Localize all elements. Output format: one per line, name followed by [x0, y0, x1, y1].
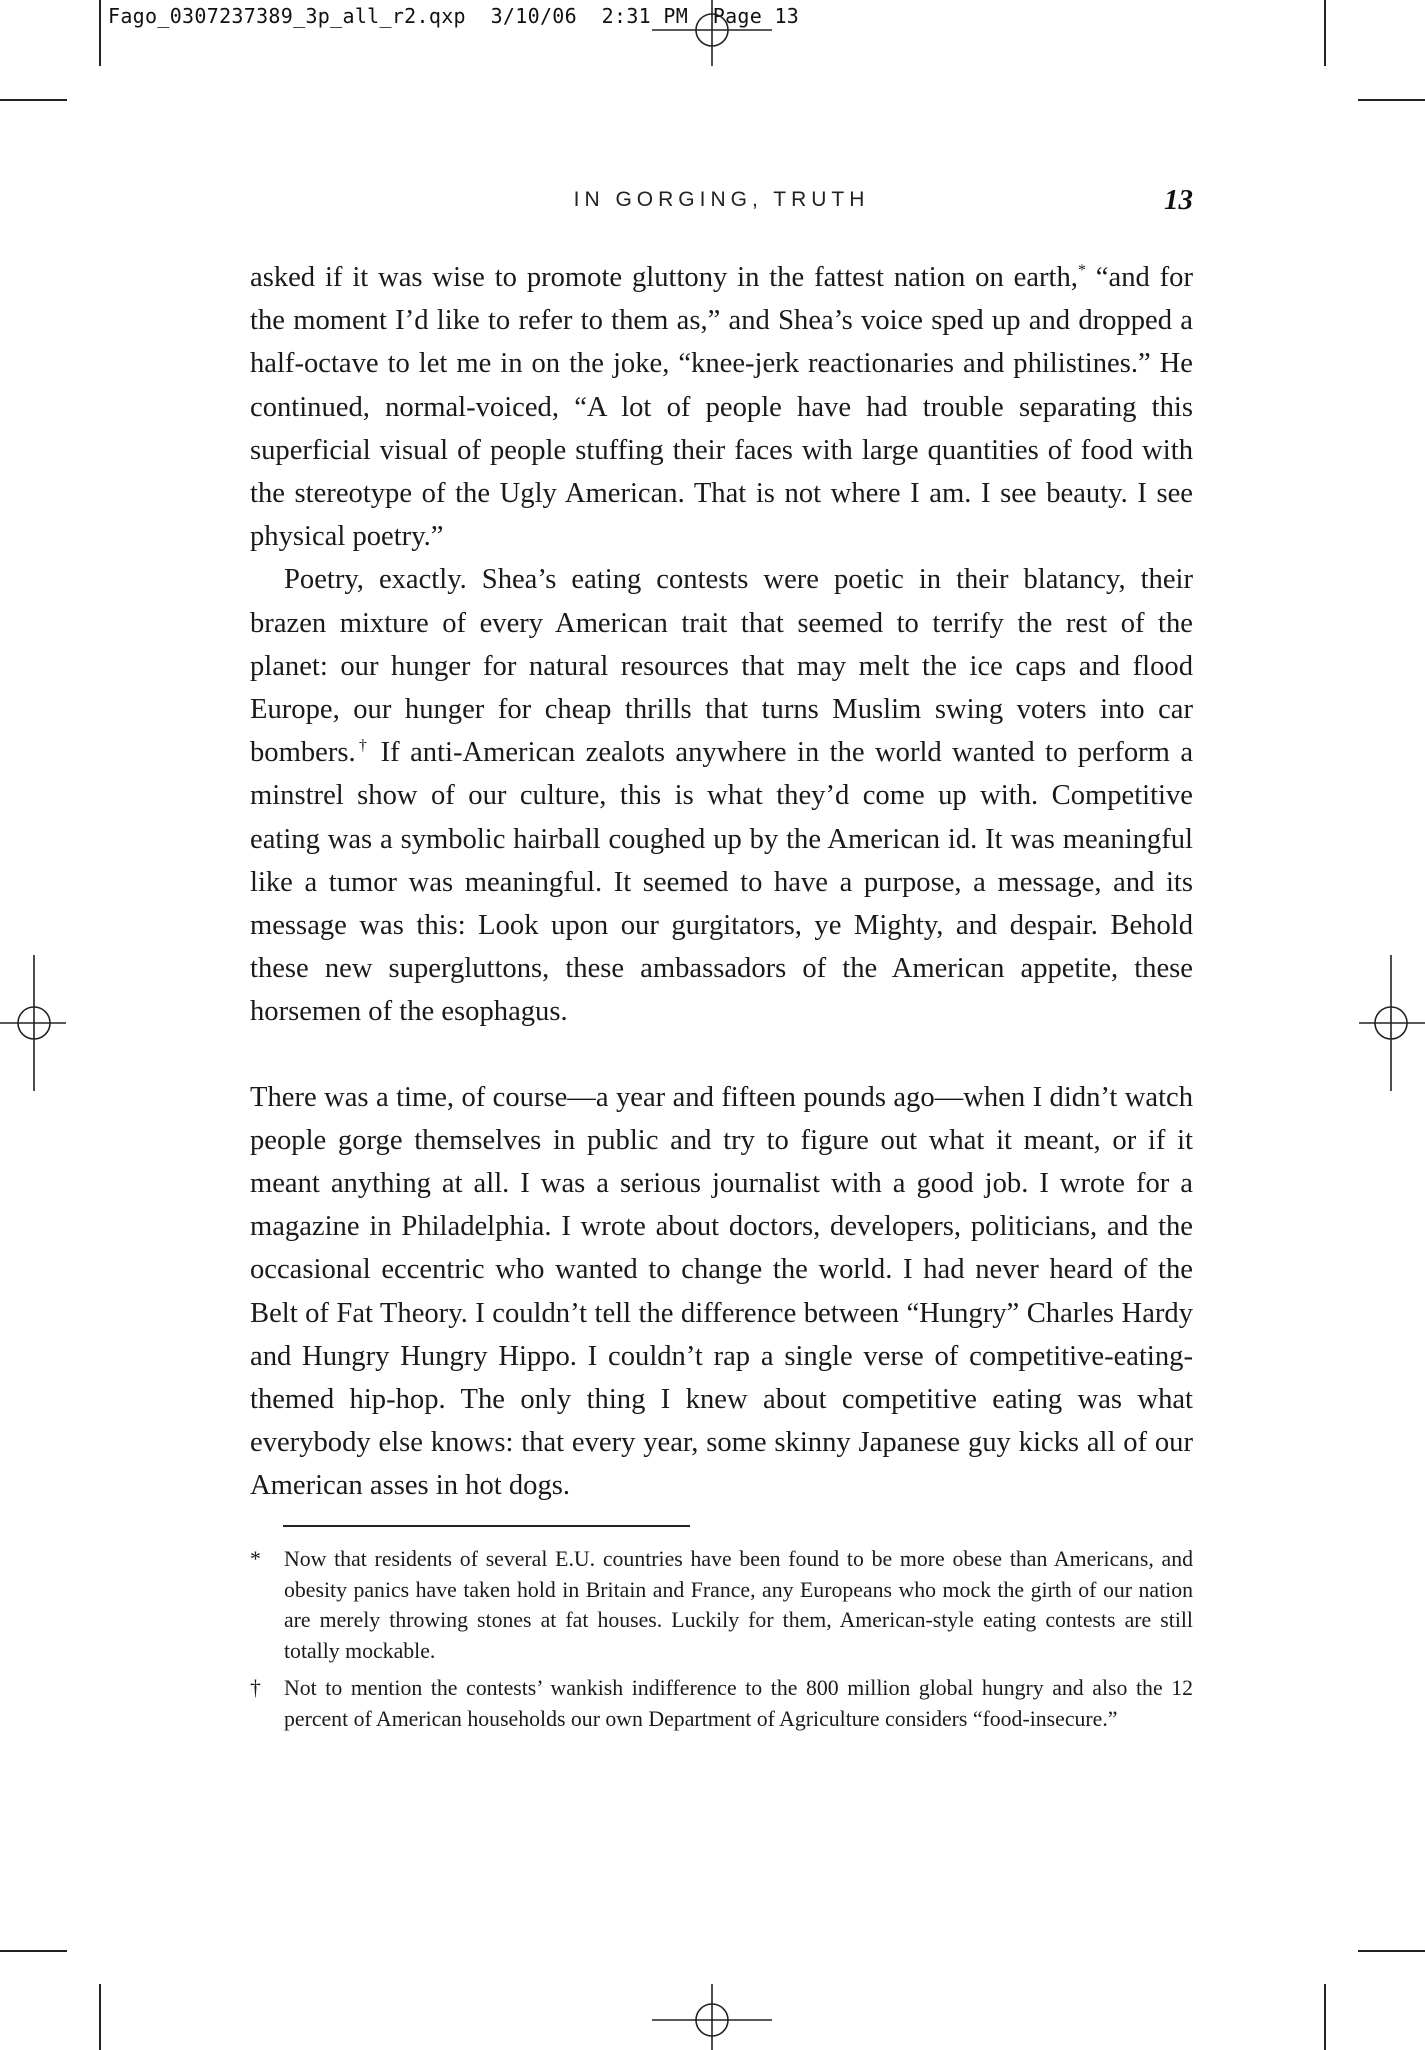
paragraph: There was a time, of course—a year and fifteen pounds ago—when I didn’t watch people gorge themselves in public and try to figure out what it meant, or if it meant anything at all. I was a serious journalist with a good job. I wrote for a magazine in Philadelphia. I wrote about doctors, developers, politicians, and the occasional eccentric who wanted to change the world. I had never heard of the Belt of Fat Theory. I couldn’t tell the difference between “Hungry” Charles Hardy and Hungry Hungry Hippo. I couldn’t rap a single verse of competitive-eating-themed hip-hop. The only thing I knew about competitive eating was what everybody else knows: that every year, some skinny Japanese guy kicks all of our American asses in hot dogs. — [250, 1081, 1193, 1502]
crop-mark-top-right-vertical — [1324, 0, 1326, 66]
footnotes — [250, 1544, 1193, 1741]
paragraph — [250, 256, 1193, 558]
crop-mark-top-right-horizontal — [1358, 99, 1425, 101]
footnote — [250, 1544, 1193, 1666]
footnote-reference: † — [355, 737, 371, 755]
crop-mark-bottom-right-vertical — [1324, 1984, 1326, 2050]
crop-mark-top-left-horizontal — [0, 99, 67, 101]
footnote-mark: † — [250, 1676, 261, 1700]
slug-time: 2:31 PM — [601, 4, 689, 28]
footnote-text: Not to mention the contests’ wankish indifference to the 800 million global hungry and also the 12 percent of American households our own Department of Agriculture considers “food-insecure.” — [284, 1676, 1193, 1731]
paragraph-text: If anti-American zealots anywhere in the world wanted to perform a minstrel show of our culture, this is what they’d come up with. Competitive eating was a symbolic hairball coughed up by the American id. It was meaningful like a tumor was meaningful. It seemed to have a purpose, a message, and its message was this: Look upon our gurgitators, ye Mighty, and despair. Behold these new supergluttons, these ambassadors of the American appetite, these horsemen of the esophagus. — [250, 737, 1194, 1028]
footnote — [250, 1673, 1193, 1734]
paragraph — [250, 558, 1193, 1033]
paragraph-text: asked if it was wise to promote gluttony in the fattest nation on earth, — [250, 262, 1078, 293]
footnote-divider — [283, 1525, 690, 1527]
paragraph-text: Poetry, exactly. Shea’s eating contests were poetic in their blatancy, their brazen mixture of every American trait that seemed to terrify the rest of the planet: our hunger for natural resources that may melt the ice caps and flood Europe, our hunger for cheap thrills that turns Muslim swing voters into car bombers. — [250, 564, 1193, 769]
running-head-title: IN GORGING, TRUTH — [573, 188, 870, 211]
crop-mark-bottom-left-vertical — [99, 1984, 101, 2050]
body-text — [250, 256, 1193, 1508]
footnote-mark: * — [250, 1547, 261, 1571]
crop-mark-top-left-vertical — [99, 0, 101, 66]
slug-date: 3/10/06 — [490, 4, 577, 28]
crop-mark-bottom-right-horizontal — [1358, 1950, 1425, 1952]
crop-mark-bottom-left-horizontal — [0, 1950, 67, 1952]
registration-mark-left-icon — [0, 955, 66, 1091]
registration-mark-bottom-icon — [644, 1984, 780, 2050]
registration-mark-right-icon — [1359, 955, 1425, 1091]
footnote-text: Now that residents of several E.U. countries have been found to be more obese than Americans, and obesity panics have taken hold in Britain and France, any Europeans who mock the girth of our nation are merely throwing stones at fat houses. Luckily for them, American-style eating contests are still totally mockable. — [284, 1547, 1193, 1663]
page-number: 13 — [1164, 184, 1193, 216]
running-head — [250, 186, 1193, 220]
registration-mark-top-icon — [644, 0, 780, 66]
slug-page-label: Page 13 — [712, 4, 800, 28]
paragraph-text: “and for the moment I’d like to refer to them as,” and Shea’s voice sped up and dropped a half-octave to let me in on the joke, “knee-jerk reactionaries and philistines.” He continued, normal-voiced, “A lot of people have had trouble separating this superficial visual of people stuffing their faces with large quantities of food with the stereotype of the Ugly American. That is not where I am. I see beauty. I see physical poetry.” — [250, 262, 1193, 553]
footnote-reference: * — [1077, 262, 1086, 279]
slug-filename: Fago_0307237389_3p_all_r2.qxp — [108, 4, 466, 28]
